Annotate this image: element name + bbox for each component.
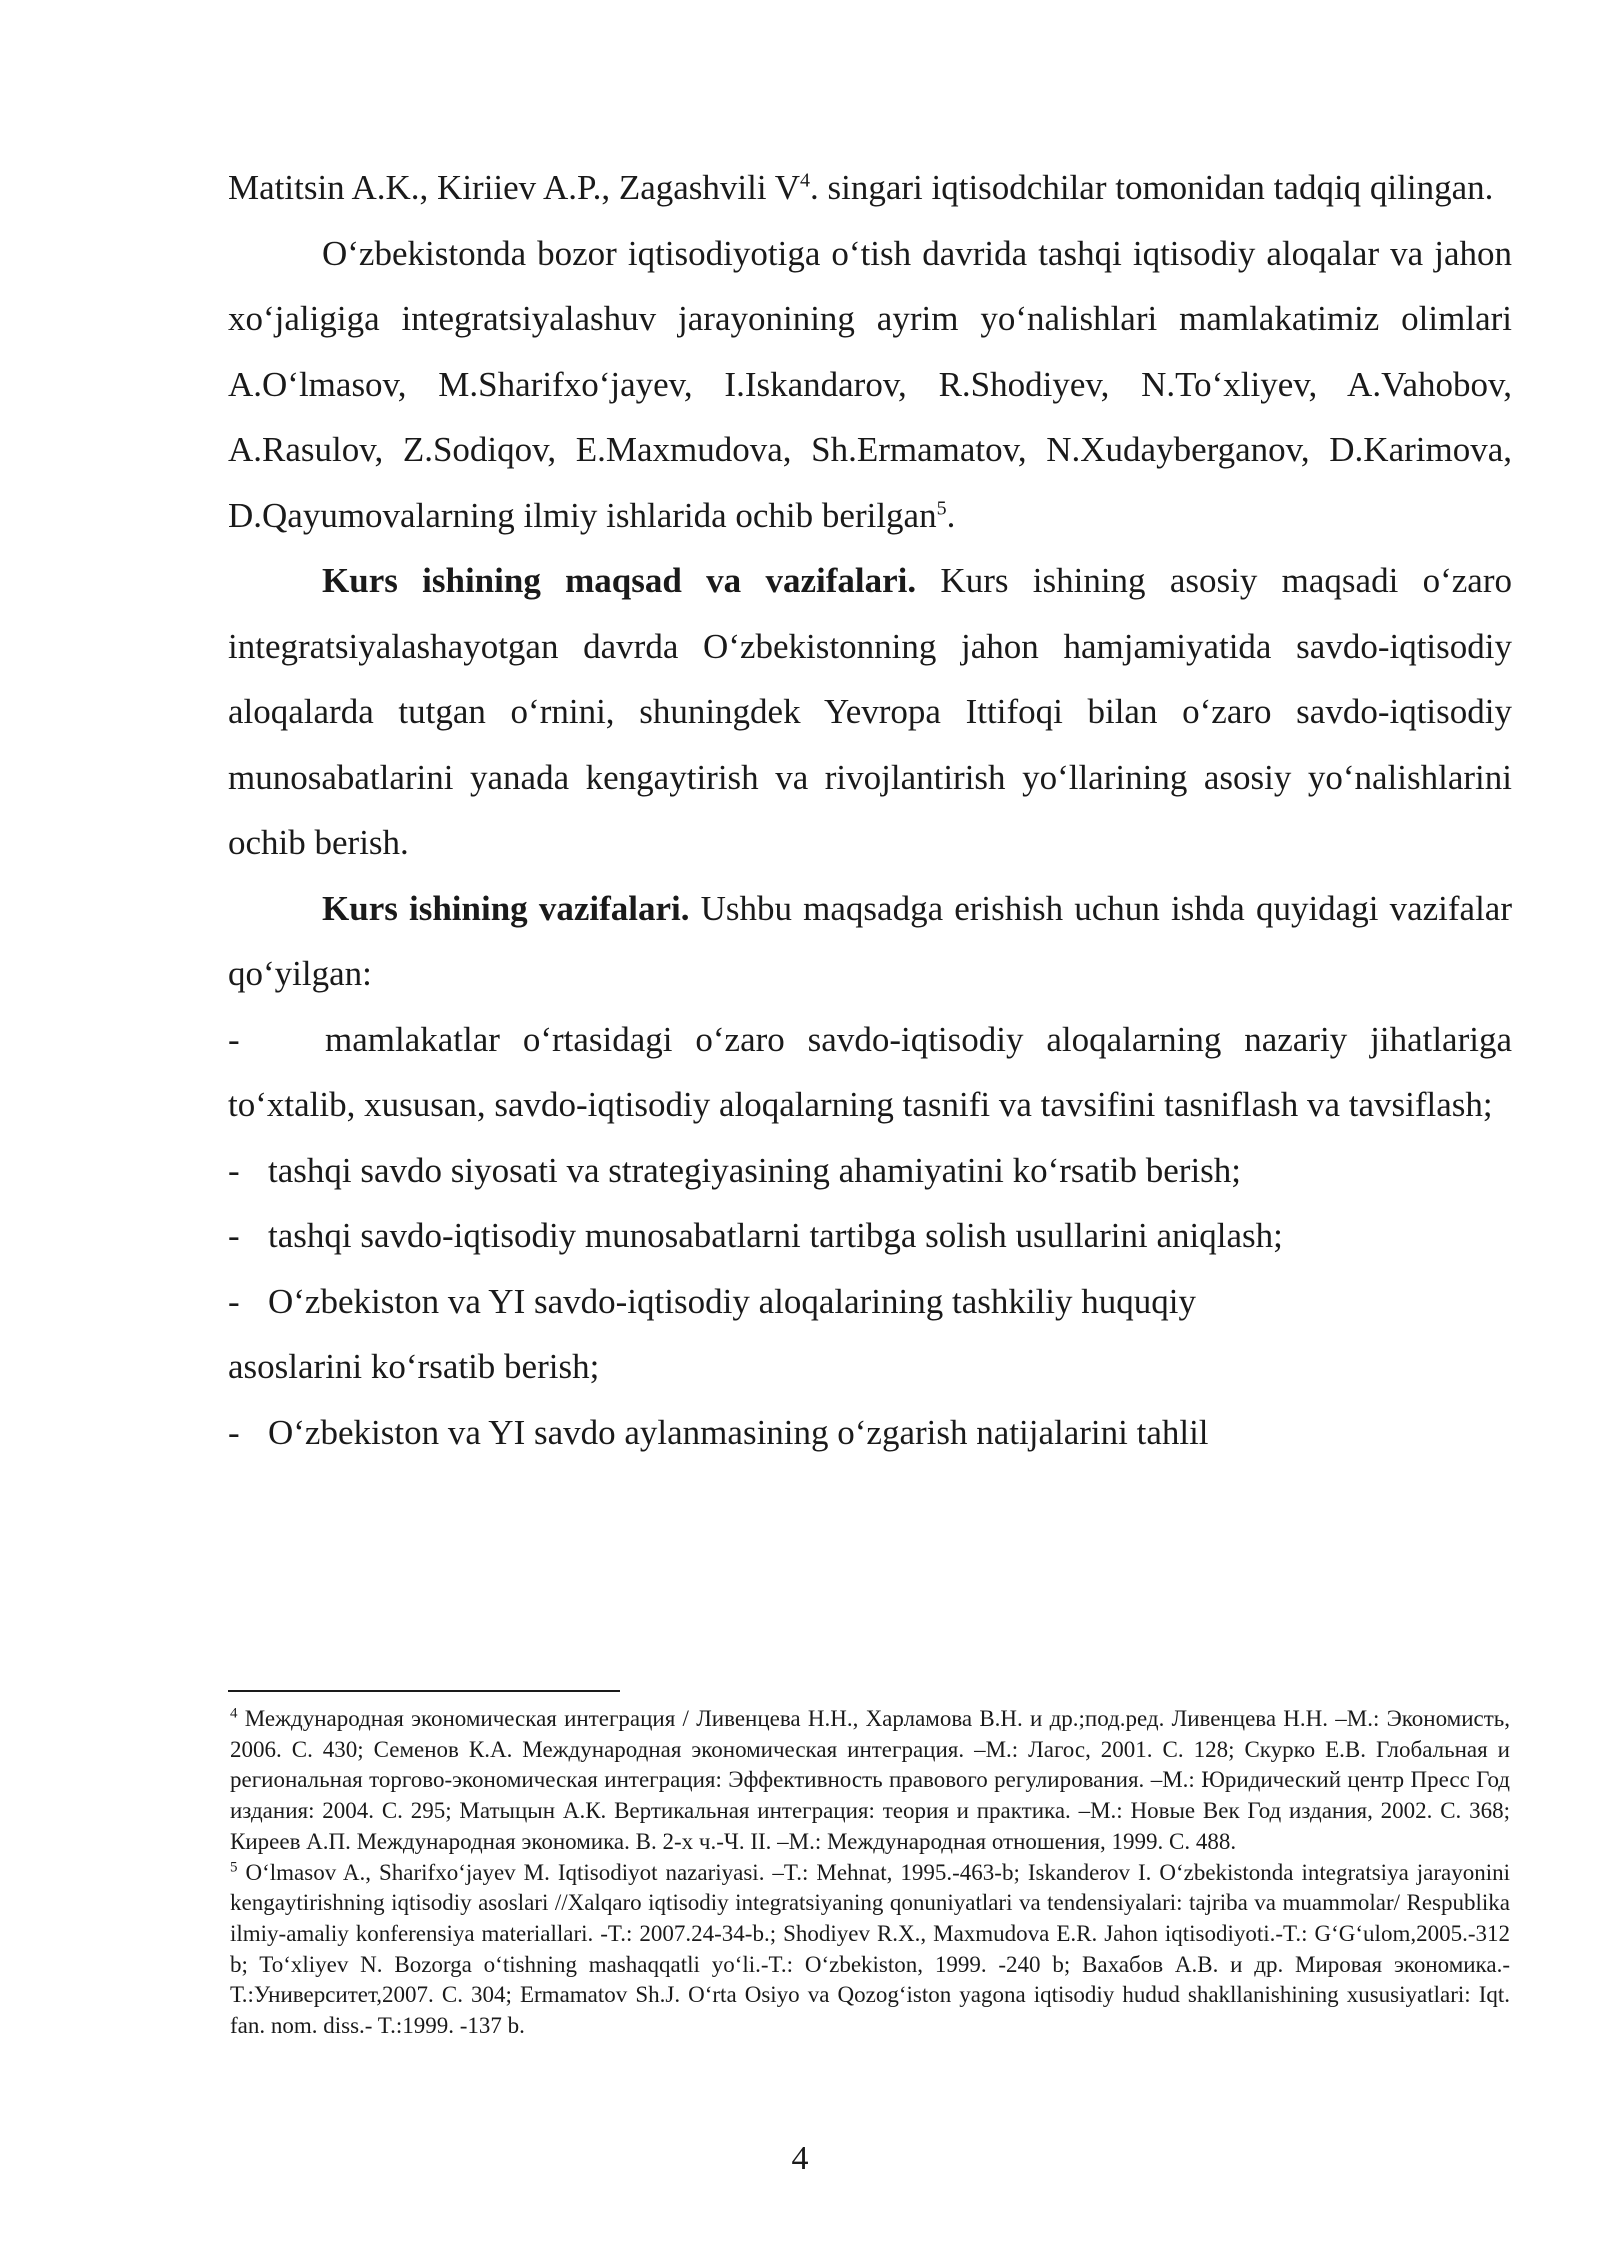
page-body xyxy=(228,155,1512,1465)
footnote-text: Международная экономическая интеграция / Ливенцева Н.Н., Харламова В.Н. и др.;под.ред. Ливенцева Н.Н. –М.: Экономисть, 2006. С. 430; Семенов К.А. Международная экономическая интеграция. –М.: Лагос, 2001. С. 128; Скурко Е.В. Глобальная и региональная торгово-экономическая интеграция: Эффективность правового регулирования. –М.: Юридический центр Пресс Год издания: 2004. С. 295; Матыцын А.К. Вертикальная интеграция: теория и практика. –М.: Новые Век Год издания, 2002. С. 368; Киреев А.П. Международная экономика. В. 2-х ч.-Ч. II. –М.: Международная отношения, 1999. С. 488. xyxy=(230,1706,1510,1854)
list-item xyxy=(228,1400,1512,1466)
paragraph-goal xyxy=(228,548,1512,876)
paragraph-1-text: Matitsin A.K., Kiriiev A.P., Zagashvili V xyxy=(228,168,800,207)
list-item-text: tashqi savdo siyosati va strategiyasining ahamiyatini ko‘rsatib berish; xyxy=(268,1150,1242,1190)
footnote-4 xyxy=(230,1704,1510,1858)
page-number: 4 xyxy=(791,2140,809,2177)
tasks-text: Ushbu maqsadga erishish uchun ishda quyidagi vazifalar qo‘yilgan: xyxy=(228,888,1512,993)
list-item-text: mamlakatlar o‘rtasidagi o‘zaro savdo-iqtisodiy aloqalarning nazariy jihatlariga to‘xtalib, xususan, savdo-iqtisodiy aloqalarning tasnifi va tavsifini tasniflash va tavsiflash; xyxy=(228,1019,1512,1124)
footnote-text: O‘lmasov A., Sharifxo‘jayev M. Iqtisodiyot nazariyasi. –T.: Mehnat, 1995.-463-b; Iskanderov I. O‘zbekistonda integratsiya jarayonini kengaytirishning iqtisodiy asoslari //Xalqaro iqtisodiy integratsiyaning qonuniyatlari va tendensiyalari: tajriba va muammolar/ Respublika ilmiy-amaliy konferensiya materiallari. -T.: 2007.24-34-b.; Shodiyev R.X., Maxmudova E.R. Jahon iqtisodiyoti.-T.: G‘G‘ulom,2005.-312 b; To‘xliyev N. Bozorga o‘tishning mashaqqatli yo‘li.-T.: O‘zbekiston, 1999. -240 b; Вахабов А.В. и др. Мировая экономика.- Т.:Университет,2007. С. 304; Ermamatov Sh.J. O‘rta Osiyo va Qozog‘iston yagona iqtisodiy hudud shakllanishining xususiyatlari: Iqt. fan. nom. diss.- T.:1999. -137 b. xyxy=(230,1859,1510,2039)
footnote-ref-5[interactable]: 5 xyxy=(936,496,947,519)
paragraph-1 xyxy=(228,155,1512,221)
list-item xyxy=(228,1138,1512,1204)
footnote-number: 5 xyxy=(230,1858,238,1875)
list-item xyxy=(228,1203,1512,1269)
paragraph-2-text: O‘zbekistonda bozor iqtisodiyotiga o‘tish davrida tashqi iqtisodiy aloqalar va jahon xo‘jaligiga integratsiyalashuv jarayonining ayrim yo‘nalishlari mamlakatimiz olimlari A.O‘lmasov, M.Sharifxo‘jayev, I.Iskandarov, R.Shodiyev, N.To‘xliyev, A.Vahobov, A.Rasulov, Z.Sodiqov, E.Maxmudova, Sh.Ermamatov, N.Xudayberganov, D.Karimova, D.Qayumovalarning ilmiy ishlarida ochib berilgan xyxy=(228,233,1512,535)
list-item xyxy=(228,1269,1512,1335)
list-item-text: O‘zbekiston va YI savdo aylanmasining o‘zgarish natijalarini tahlil xyxy=(268,1412,1209,1452)
footnote-separator xyxy=(228,1690,620,1692)
main-text xyxy=(228,155,1512,1465)
list-item xyxy=(228,1007,1512,1138)
goal-text: Kurs ishining asosiy maqsadi o‘zaro integratsiyalashayotgan davrda O‘zbekistonning jahon hamjamiyatida savdo-iqtisodiy aloqalarda tutgan o‘rnini, shuningdek Yevropa Ittifoqi bilan o‘zaro savdo-iqtisodiy munosabatlarini yanada kengaytirish va rivojlantirish yo‘llarining asosiy yo‘nalishlarini ochib berish. xyxy=(228,561,1512,862)
list-dash: - xyxy=(228,1019,240,1059)
list-dash: - xyxy=(228,1281,240,1321)
list-dash: - xyxy=(228,1412,240,1452)
list-item-text: asoslarini ko‘rsatib berish; xyxy=(228,1347,600,1386)
paragraph-2 xyxy=(228,221,1512,549)
footnotes xyxy=(230,1704,1510,2042)
list-dash: - xyxy=(228,1150,240,1190)
paragraph-2-tail: . xyxy=(946,495,956,535)
paragraph-1-tail: . singari iqtisodchilar tomonidan tadqiq qilingan. xyxy=(810,168,1494,207)
footnote-ref-4[interactable]: 4 xyxy=(800,169,810,192)
footnote-number: 4 xyxy=(230,1705,238,1722)
goal-heading: Kurs ishining maqsad va vazifalari. xyxy=(322,561,917,600)
footnote-5 xyxy=(230,1858,1510,2042)
list-item-text: tashqi savdo-iqtisodiy munosabatlarni tartibga solish usullarini aniqlash; xyxy=(268,1216,1283,1255)
tasks-heading: Kurs ishining vazifalari. xyxy=(322,888,690,928)
list-item-text: O‘zbekiston va YI savdo-iqtisodiy aloqalarining tashkiliy huquqiy xyxy=(268,1281,1196,1321)
list-item-continuation xyxy=(228,1334,1512,1400)
list-dash: - xyxy=(228,1216,240,1255)
paragraph-tasks xyxy=(228,876,1512,1007)
